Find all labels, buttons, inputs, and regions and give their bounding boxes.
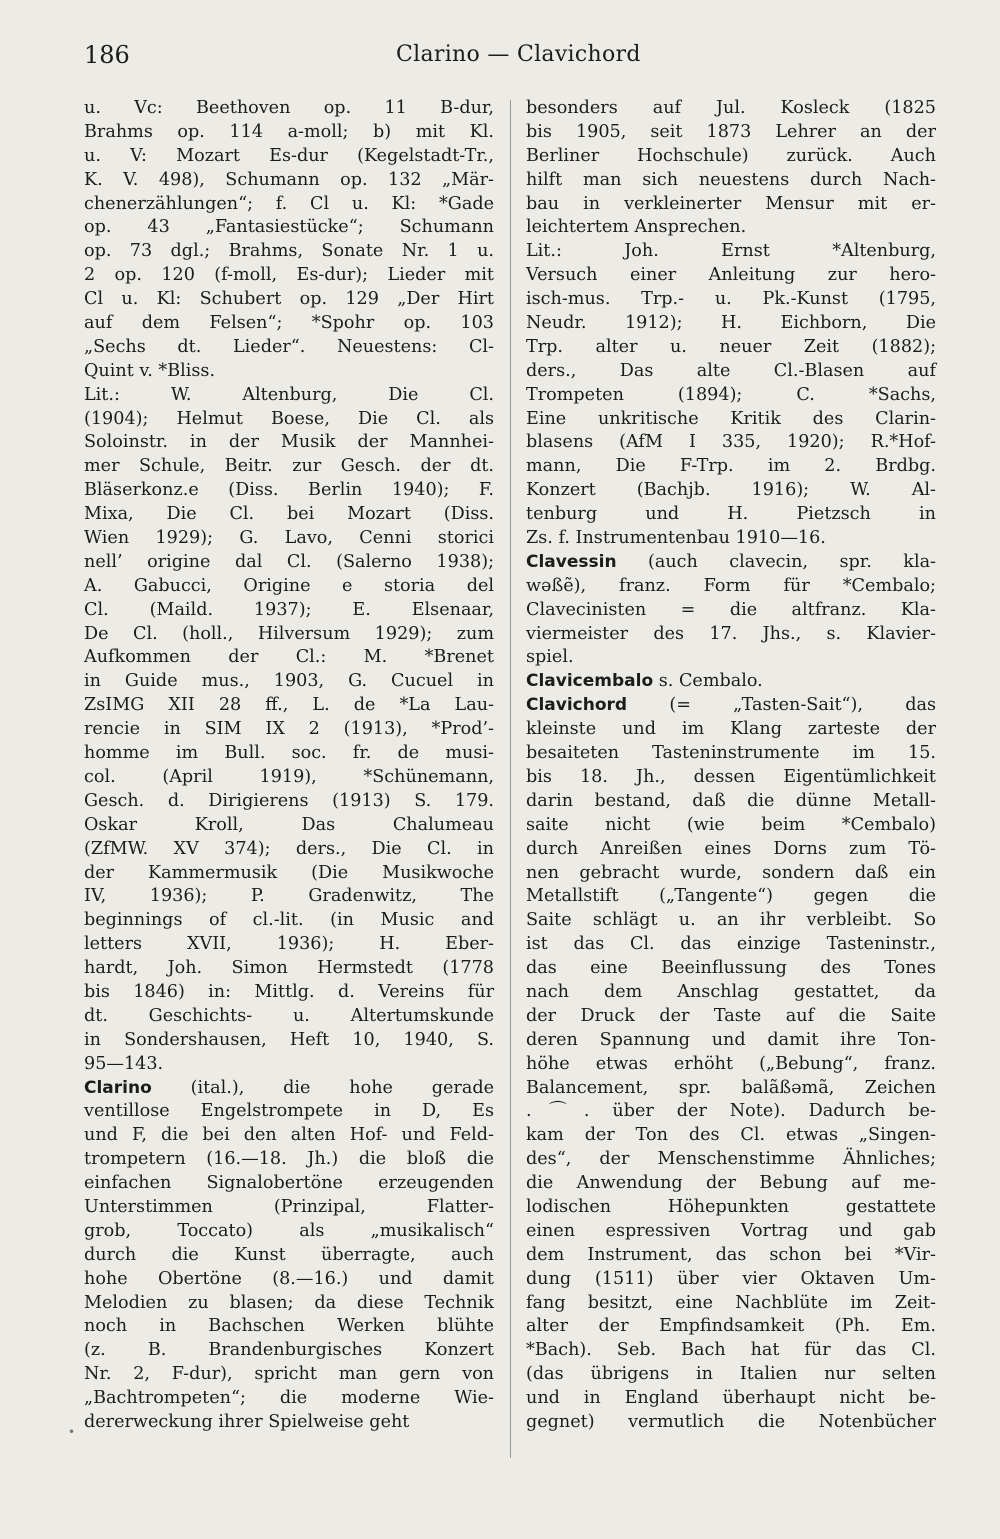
text-line: Clavichord (= „Tasten-Sait“), das (526, 695, 936, 716)
text-line: Aufkommen der Cl.: M. *Brenet (84, 647, 494, 668)
text-line: nen gebracht wurde, sondern daß ein (526, 862, 936, 883)
text-line: höhe etwas erhöht („Bebung“, franz. (526, 1053, 936, 1074)
text-line: (z. B. Brandenburgisches Konzert (84, 1340, 494, 1361)
text-line: Eine unkritische Kritik des Clarin- (526, 408, 936, 429)
text-line: dem Instrument, das schon bei *Vir- (526, 1244, 936, 1265)
text-line: Brahms op. 114 a-moll; b) mit Kl. (84, 121, 494, 142)
text-line: deren Spannung und damit ihre Ton- (526, 1029, 936, 1050)
text-line: Quint v. *Bliss. (84, 360, 216, 381)
text-line: Clavecinisten = die altfranz. Kla- (526, 599, 936, 620)
text-line: ist das Cl. das einzige Tasteninstr., (526, 934, 936, 955)
text-line: op. 43 „Fantasiestücke“; Schumann (84, 217, 494, 238)
text-line: „Bachtrompeten“; die moderne Wie- (84, 1388, 494, 1409)
text-line: hohe Obertöne (8.—16.) und damit (84, 1268, 494, 1289)
text-line: u. Vc: Beethoven op. 11 B-dur, (84, 98, 494, 118)
text-line: Bläserkonz.e (Diss. Berlin 1940); F. (84, 480, 494, 501)
text-line: Oskar Kroll, Das Chalumeau (84, 814, 494, 835)
text-line: Clavicembalo s. Cembalo. (526, 671, 763, 692)
text-line: rencie in SIM IX 2 (1913), *Prod’- (84, 719, 494, 740)
text-line: Lit.: W. Altenburg, Die Cl. (84, 384, 494, 405)
text-line: op. 73 dgl.; Brahms, Sonate Nr. 1 u. (84, 241, 494, 262)
column-divider (510, 100, 511, 1458)
text-line: Nr. 2, F-dur), spricht man gern von (84, 1364, 494, 1385)
text-line: dererweckung ihrer Spielweise geht (84, 1411, 410, 1432)
entry-headword: Clavicembalo (526, 671, 654, 692)
left-column (84, 97, 494, 1435)
text-line: Neudr. 1912); H. Eichborn, Die (526, 313, 936, 334)
text-line: blasens (AfM I 335, 1920); R.*Hof- (526, 432, 936, 453)
text-line: bis 1905, seit 1873 Lehrer an der (526, 121, 936, 142)
text-line: Melodien zu blasen; da diese Technik (84, 1292, 494, 1313)
page-number: 186 (84, 41, 130, 69)
text-line: alter der Empfindsamkeit (Ph. Em. (526, 1316, 936, 1337)
text-line: in Sondershausen, Heft 10, 1940, S. (84, 1029, 494, 1050)
text-line: Konzert (Bachjb. 1916); W. Al- (526, 480, 936, 501)
text-line: saite nicht (wie beim *Cembalo) (526, 814, 936, 835)
text-line: Zs. f. Instrumentenbau 1910—16. (526, 528, 826, 549)
text-line: Saite schlägt u. an ihr verbleibt. So (526, 910, 936, 931)
text-line: col. (April 1919), *Schünemann, (84, 766, 494, 787)
text-line: Wien 1929); G. Lavo, Cenni storici (84, 528, 494, 549)
text-line: chenerzählungen“; f. Cl u. Kl: *Gade (84, 193, 494, 214)
text-line: (ZfMW. XV 374); ders., Die Cl. in (84, 838, 494, 859)
text-line: letters XVII, 1936); H. Eber- (84, 934, 494, 955)
text-line: IV, 1936); P. Gradenwitz, The (84, 886, 494, 907)
text-line: viermeister des 17. Jhs., s. Klavier- (526, 623, 936, 644)
text-line: bis 1846) in: Mittlg. d. Vereins für (84, 981, 494, 1002)
text-line: K. V. 498), Schumann op. 132 „Mär- (84, 169, 494, 190)
text-line: u. V: Mozart Es-dur (Kegelstadt-Tr., (84, 145, 494, 166)
text-line: ZsIMG XII 28 ff., L. de *La Lau- (84, 695, 494, 716)
text-line: Cl. (Maild. 1937); E. Elsenaar, (84, 599, 494, 620)
text-line: 2 op. 120 (f-moll, Es-dur); Lieder mit (84, 265, 494, 286)
text-line: in Guide mus., 1903, G. Cucuel in (84, 671, 494, 692)
text-line: Mixa, Die Cl. bei Mozart (Diss. (84, 504, 494, 525)
text-line: Trp. alter u. neuer Zeit (1882); (526, 336, 936, 357)
entry-headword: Clarino (84, 1077, 152, 1098)
text-line: grob, Toccato) als „musikalisch“ (84, 1220, 494, 1241)
text-line: einen espressiven Vortrag und gab (526, 1220, 936, 1241)
text-line: Trompeten (1894); C. *Sachs, (526, 384, 936, 405)
text-line: .⌒. über der Note). Dadurch be- (526, 1101, 936, 1122)
text-line: ders., Das alte Cl.-Blasen auf (526, 360, 936, 381)
text-line: leichtertem Ansprechen. (526, 217, 747, 238)
text-line: auf dem Felsen“; *Spohr op. 103 (84, 313, 494, 334)
text-line: trompetern (16.—18. Jh.) die bloß die (84, 1149, 494, 1170)
text-line: durch Anreißen eines Dorns zum Tö- (526, 838, 936, 859)
text-line: *Bach). Seb. Bach hat für das Cl. (526, 1340, 936, 1361)
text-line: Clarino (ital.), die hohe gerade (84, 1077, 494, 1098)
text-line: (1904); Helmut Boese, Die Cl. als (84, 408, 494, 429)
text-line: nell’ origine dal Cl. (Salerno 1938); (84, 551, 494, 572)
text-line: und F, die bei den alten Hof- und Feld- (84, 1125, 494, 1146)
text-line: darin bestand, daß die dünne Metall- (526, 790, 936, 811)
text-line: wəßẽ), franz. Form für *Cembalo; (526, 575, 936, 596)
text-line: bis 18. Jh., dessen Eigentümlichkeit (526, 766, 936, 787)
text-line: Gesch. d. Dirigierens (1913) S. 179. (84, 790, 494, 811)
text-line: Unterstimmen (Prinzipal, Flatter- (84, 1196, 494, 1217)
text-line: Soloinstr. in der Musik der Mannhei- (84, 432, 494, 453)
text-line: das eine Beeinflussung des Tones (526, 958, 936, 979)
margin-mark: • (68, 1425, 76, 1439)
text-line: Cl u. Kl: Schubert op. 129 „Der Hirt (84, 289, 494, 310)
text-line: dung (1511) über vier Oktaven Um- (526, 1268, 936, 1289)
text-line: Lit.: Joh. Ernst *Altenburg, (526, 241, 936, 262)
text-line: Metallstift („Tangente“) gegen die (526, 886, 936, 907)
text-line: spiel. (526, 647, 574, 668)
text-line: des“, der Menschenstimme Ähnliches; (526, 1149, 936, 1170)
text-line: der Druck der Taste auf die Saite (526, 1005, 936, 1026)
text-line: nach dem Anschlag gestattet, da (526, 981, 936, 1002)
text-line: bau in verkleinerter Mensur mit er- (526, 193, 936, 214)
text-line: mann, Die F-Trp. im 2. Brdbg. (526, 456, 936, 477)
entry-headword: Clavichord (526, 695, 628, 716)
text-line: A. Gabucci, Origine e storia del (84, 575, 494, 596)
text-line: De Cl. (holl., Hilversum 1929); zum (84, 623, 494, 644)
text-line: beginnings of cl.-lit. (in Music and (84, 910, 494, 931)
text-line: hilft man sich neuestens durch Nach- (526, 169, 936, 190)
text-line: kam der Ton des Cl. etwas „Singen- (526, 1125, 936, 1146)
text-line: fang besitzt, eine Nachblüte im Zeit- (526, 1292, 936, 1313)
text-line: dt. Geschichts- u. Altertumskunde (84, 1005, 494, 1026)
text-line: (das übrigens in Italien nur selten (526, 1364, 936, 1385)
text-line: Balancement, spr. balãßəmã, Zeichen (526, 1077, 936, 1098)
text-line: „Sechs dt. Lieder“. Neuestens: Cl- (84, 336, 494, 357)
text-line: hardt, Joh. Simon Hermstedt (1778 (84, 958, 494, 979)
right-column (526, 97, 936, 1435)
entry-headword: Clavessin (526, 551, 617, 572)
running-title: Clarino — Clavichord (396, 42, 641, 67)
text-line: noch in Bachschen Werken blühte (84, 1316, 494, 1337)
text-line: mer Schule, Beitr. zur Gesch. der dt. (84, 456, 494, 477)
text-line: einfachen Signalobertöne erzeugenden (84, 1173, 494, 1194)
text-line: Versuch einer Anleitung zur hero- (526, 265, 936, 286)
text-line: lodischen Höhepunkten gestattete (526, 1196, 936, 1217)
text-line: ventillose Engelstrompete in D, Es (84, 1101, 494, 1122)
text-line: homme im Bull. soc. fr. de musi- (84, 743, 494, 764)
text-line: 95—143. (84, 1053, 164, 1074)
text-line: der Kammermusik (Die Musikwoche (84, 862, 494, 883)
text-line: besonders auf Jul. Kosleck (1825 (526, 98, 936, 118)
text-line: Berliner Hochschule) zurück. Auch (526, 145, 936, 166)
text-line: Clavessin (auch clavecin, spr. kla- (526, 551, 936, 572)
text-line: durch die Kunst überragte, auch (84, 1244, 494, 1265)
text-line: isch-mus. Trp.- u. Pk.-Kunst (1795, (526, 289, 936, 310)
text-line: und in England überhaupt nicht be- (526, 1388, 936, 1409)
text-line: besaiteten Tasteninstrumente im 15. (526, 743, 936, 764)
text-line: gegnet) vermutlich die Notenbücher (526, 1411, 936, 1432)
text-line: tenburg und H. Pietzsch in (526, 504, 936, 525)
text-line: die Anwendung der Bebung auf me- (526, 1173, 936, 1194)
text-line: kleinste und im Klang zarteste der (526, 719, 936, 740)
